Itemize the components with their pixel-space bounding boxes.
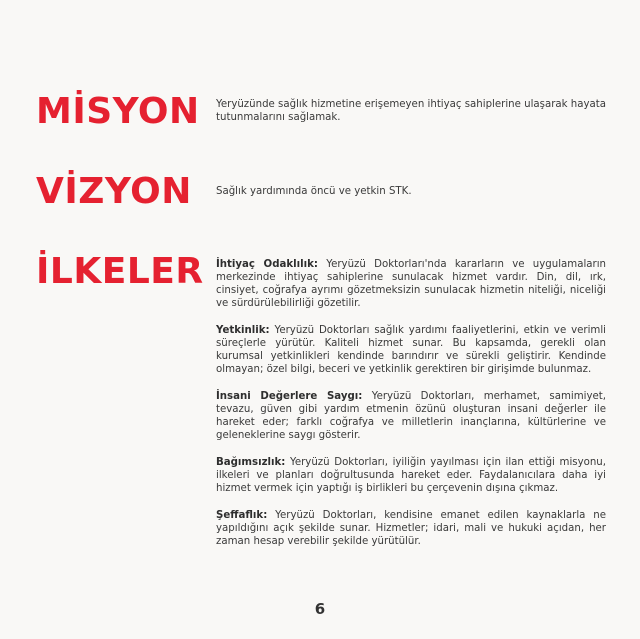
principle-yetkinlik xyxy=(216,324,606,376)
principle-term: Bağımsızlık: xyxy=(216,457,286,468)
principle-text: Yeryüzü Doktorları, iyiliğin yayılması için ilan ettiği misyonu, ilkeleri ve planları doğrultusunda hareket eder. Faydalanıcılara daha iyi hizmet vermek için yaptığı iş birlikleri bu çerçevenin dışına çıkmaz. xyxy=(216,457,606,494)
principle-seffaflik xyxy=(216,509,606,548)
principle-bagimsizlik xyxy=(216,456,606,495)
principle-text: Yeryüzü Doktorları'nda kararların ve uygulamaların merkezinde ihtiyaç sahiplerine sunulacak hizmet vardır. Din, dil, ırk, cinsiyet, coğrafya ayrımı gözetmeksizin sunulacak hizmetin niteliği, niceliği ve sürdürülebilirliği gözetilir. xyxy=(216,259,606,309)
ilkeler-list xyxy=(216,258,606,562)
principle-term: Yetkinlik: xyxy=(216,325,270,336)
ilkeler-heading: İLKELER xyxy=(36,251,204,292)
misyon-text: Yeryüzünde sağlık hizmetine erişemeyen ihtiyaç sahiplerine ulaşarak hayata tutunmalarını sağlamak. xyxy=(216,99,606,123)
principle-term: Şeffaflık: xyxy=(216,510,268,521)
principle-ihtiyac-odaklilik xyxy=(216,258,606,310)
vizyon-heading: VİZYON xyxy=(36,171,192,212)
misyon-heading: MİSYON xyxy=(36,91,200,132)
principle-text: Yeryüzü Doktorları, merhamet, samimiyet, tevazu, güven gibi yardım etmenin özünü oluşturan insani değerler ile hareket eder; farklı coğrafya ve milletlerin inançlarına, kültürlerine ve geleneklerine saygı gösterir. xyxy=(216,391,606,441)
principle-term: İnsani Değerlere Saygı: xyxy=(216,391,363,402)
principle-term: İhtiyaç Odaklılık: xyxy=(216,259,318,270)
vizyon-text: Sağlık yardımında öncü ve yetkin STK. xyxy=(216,186,412,197)
page-number: 6 xyxy=(314,600,326,618)
principle-text: Yeryüzü Doktorları, kendisine emanet edilen kaynaklarla ne yapıldığını açık şekilde sunar. Hizmetler; idari, mali ve hukuki açıdan, her zaman hesap verebilir şekilde yürütülür. xyxy=(216,510,606,547)
principle-insani-degerlere-saygi xyxy=(216,390,606,442)
principle-text: Yeryüzü Doktorları sağlık yardımı faaliyetlerini, etkin ve verimli süreçlerle yürütür. Kaliteli hizmet sunar. Bu kapsamda, gerekli olan kurumsal yetkinlikleri kendinde barındırır ve sürekli geliştirir. Kendinde olmayan; özel bilgi, beceri ve yetkinlik gerektiren bir girişimde bulunmaz. xyxy=(216,325,606,375)
